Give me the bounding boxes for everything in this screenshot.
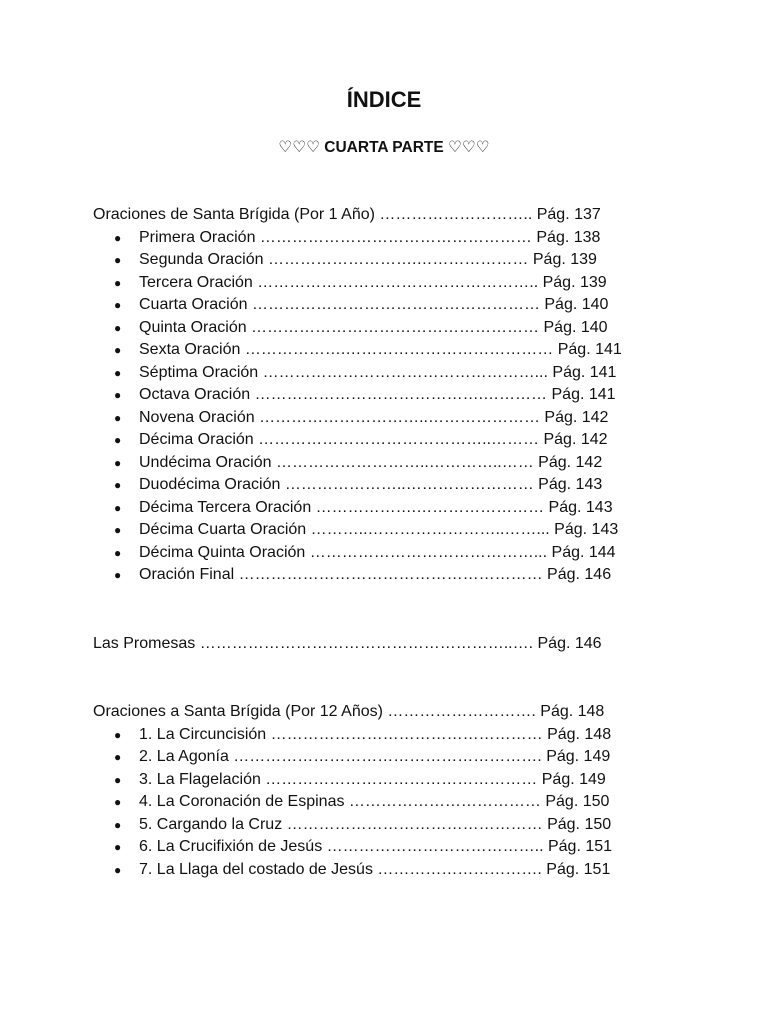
list-item-text: Undécima Oración ………………………..…………..…… Pág. 142 bbox=[139, 453, 603, 471]
part-subtitle: ♡♡♡ CUARTA PARTE ♡♡♡ bbox=[278, 139, 490, 156]
list-item-text: 2. La Agonía …………………………………………………. Pág. 149 bbox=[139, 748, 611, 765]
bullet-icon: ● bbox=[114, 298, 122, 312]
list-item-text: 1. La Circuncisión …………………………………………… Pág. 148 bbox=[139, 725, 612, 743]
list-item bbox=[93, 272, 693, 295]
list-item-text: Séptima Oración ……………………………………………... Pág. 141 bbox=[139, 363, 617, 381]
list-item bbox=[93, 497, 693, 520]
list-item-text: Oración Final ………………………………………………… Pág. 146 bbox=[139, 566, 612, 583]
list-item-text: Décima Quinta Oración ……………………………………... Pág. 144 bbox=[139, 543, 616, 561]
list-item bbox=[93, 317, 693, 340]
section-oraciones-12-anos bbox=[93, 701, 693, 881]
list-item-text: 4. La Coronación de Espinas ……………………………… Pág. 150 bbox=[139, 793, 610, 810]
index-title: ÍNDICE bbox=[346, 87, 422, 112]
list-item bbox=[93, 249, 693, 272]
list-item-text: Cuarta Oración ……………………………………………… Pág. 140 bbox=[139, 296, 609, 313]
bullet-icon: ● bbox=[114, 253, 122, 267]
list-item bbox=[93, 362, 693, 385]
bullet-icon: ● bbox=[114, 410, 122, 425]
list-item bbox=[93, 814, 693, 837]
list-item bbox=[93, 746, 693, 769]
list-item-text: Primera Oración …………………………………………… Pág. 138 bbox=[139, 228, 601, 246]
bullet-icon: ● bbox=[114, 795, 122, 809]
section-oraciones-1-ano bbox=[93, 204, 693, 587]
list-item bbox=[93, 724, 693, 747]
list-item bbox=[93, 836, 693, 859]
list-item-text: 3. La Flagelación …………………………………………… Pág. 149 bbox=[139, 770, 606, 788]
bullet-icon: ● bbox=[114, 433, 122, 447]
list-item-text: Décima Oración ……………………………………..……… Pág. 142 bbox=[139, 431, 608, 448]
list-item bbox=[93, 791, 693, 814]
list-item-text: Décima Cuarta Oración ………..……………………..……... Pág. 143 bbox=[139, 521, 619, 538]
bullet-icon: ● bbox=[114, 320, 122, 335]
list-item bbox=[93, 859, 693, 882]
list-item-text: Segunda Oración ……………………….………………… Pág. 139 bbox=[139, 251, 597, 268]
bullet-icon: ● bbox=[114, 750, 122, 764]
bullet-icon: ● bbox=[114, 862, 122, 877]
list-item bbox=[93, 227, 693, 250]
list-item-text: Sexta Oración ……………….………………………………… Pág. 141 bbox=[139, 341, 622, 358]
list-item-text: 7. La Llaga del costado de Jesús …………………………. Pág. 151 bbox=[139, 860, 611, 878]
bullet-icon: ● bbox=[114, 840, 122, 854]
bullet-icon: ● bbox=[114, 523, 122, 537]
bullet-icon: ● bbox=[114, 727, 122, 742]
section-heading: Las Promesas …………………………………………………..…. Pág. 146 bbox=[93, 635, 602, 652]
list-item bbox=[93, 564, 693, 587]
bullet-icon: ● bbox=[114, 275, 122, 290]
bullet-icon: ● bbox=[114, 343, 122, 357]
bullet-icon: ● bbox=[114, 500, 122, 515]
list-item-text: Novena Oración …………………………..………………… Pág. 142 bbox=[139, 408, 609, 426]
list-item-text: Duodécima Oración …………………..…………………… Pág. 143 bbox=[139, 476, 603, 493]
list-item-text: Tercera Oración …………………………………………….. Pág. 139 bbox=[139, 273, 607, 291]
list-item bbox=[93, 384, 693, 407]
list-item bbox=[93, 339, 693, 362]
bullet-icon: ● bbox=[114, 365, 122, 380]
section-heading: Oraciones a Santa Brígida (Por 12 Años) ………………………. Pág. 148 bbox=[93, 703, 605, 720]
list-item-text: 6. La Crucifixión de Jesús ………………………………….. Pág. 151 bbox=[139, 838, 613, 855]
bullet-icon: ● bbox=[114, 388, 122, 402]
bullet-icon: ● bbox=[114, 772, 122, 787]
list-item bbox=[93, 474, 693, 497]
list-item bbox=[93, 519, 693, 542]
list-item-text: Décima Tercera Oración ……………….…………………… Pág. 143 bbox=[139, 498, 613, 516]
list-item-text: Octava Oración …………………………………….………… Pág. 141 bbox=[139, 386, 616, 403]
list-item-text: Quinta Oración ……………………………………………… Pág. 140 bbox=[139, 318, 608, 336]
list-item-text: 5. Cargando la Cruz ………………………………………… Pág. 150 bbox=[139, 815, 612, 833]
list-item bbox=[93, 429, 693, 452]
bullet-icon: ● bbox=[114, 230, 122, 245]
list-item bbox=[93, 294, 693, 317]
list-item bbox=[93, 452, 693, 475]
list-item bbox=[93, 542, 693, 565]
bullet-icon: ● bbox=[114, 455, 122, 470]
list-item bbox=[93, 769, 693, 792]
bullet-icon: ● bbox=[114, 568, 122, 582]
list-item bbox=[93, 407, 693, 430]
bullet-icon: ● bbox=[114, 545, 122, 560]
bullet-icon: ● bbox=[114, 478, 122, 492]
bullet-icon: ● bbox=[114, 817, 122, 832]
section-heading: Oraciones de Santa Brígida (Por 1 Año) ……………………….. Pág. 137 bbox=[93, 206, 601, 223]
section-las-promesas bbox=[93, 633, 693, 656]
